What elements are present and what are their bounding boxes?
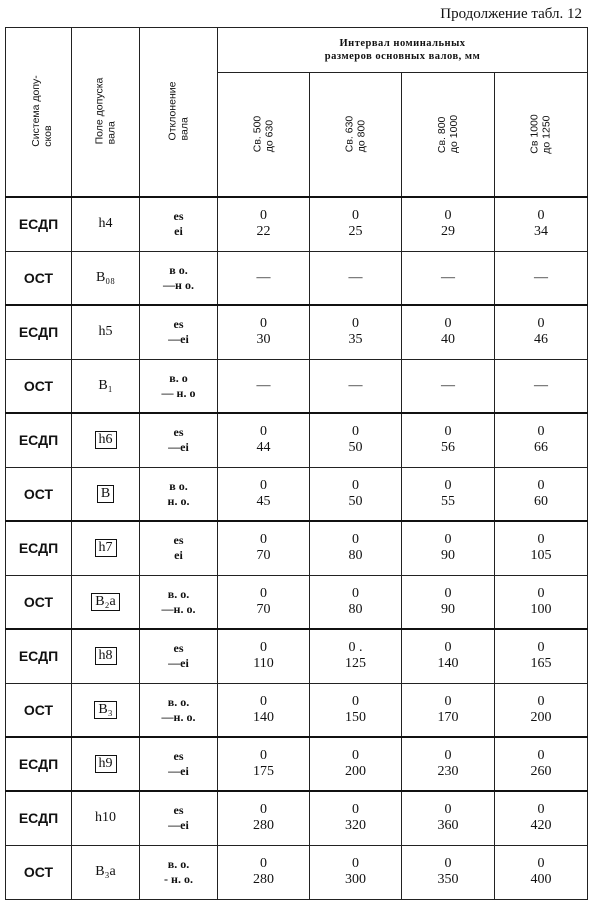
cell-system: ЕСДП (6, 305, 72, 359)
table-row (6, 197, 588, 251)
cell-value (310, 737, 402, 791)
cell-value-upper: — (534, 377, 549, 393)
cell-value-upper: 0 (352, 477, 359, 493)
cell-value (495, 737, 588, 791)
cell-system: ОСТ (6, 683, 72, 737)
cell-value-upper: 0 (537, 856, 545, 871)
cell-value-upper: 0 (444, 585, 452, 601)
header-range-3-label: Св. 800 до 1000 (436, 114, 460, 153)
cell-value-upper: 0 (444, 856, 452, 871)
header-range-2-label: Св. 630 до 800 (343, 115, 368, 152)
cell-field: h5 (72, 305, 140, 359)
cell-value (495, 521, 588, 575)
cell-value-lower: 320 (345, 818, 366, 834)
cell-value-lower: 260 (530, 764, 552, 779)
header-range-1-label: Св. 500 до 630 (251, 115, 276, 152)
cell-deviation-lower: — н. о (161, 385, 196, 400)
cell-field-label: B₃ (94, 701, 116, 719)
cell-deviation-upper: es (173, 641, 184, 656)
cell-value (218, 575, 310, 629)
cell-value-lower: 110 (253, 656, 274, 672)
cell-value-upper: 0 (537, 532, 545, 548)
cell-value-upper: 0 (537, 748, 545, 763)
cell-value (402, 791, 495, 845)
cell-value-upper: 0 (260, 316, 267, 332)
cell-value-upper: 0 (537, 693, 545, 709)
cell-deviation-lower: ei (174, 224, 183, 239)
cell-value (310, 521, 402, 575)
cell-deviation (140, 197, 218, 251)
header-system-label: Система допу- сков (29, 75, 54, 147)
cell-value-upper: 0 (444, 532, 452, 548)
cell-value (402, 467, 495, 521)
cell-value (402, 629, 495, 683)
cell-value-lower: 175 (253, 764, 274, 779)
cell-value-lower: 25 (348, 224, 363, 240)
cell-deviation (140, 737, 218, 791)
cell-field: B₁ (72, 359, 140, 413)
cell-field-label: B (97, 485, 114, 503)
cell-value-upper: 0 (260, 856, 267, 871)
cell-deviation-lower: - н. о. (164, 872, 193, 886)
table-row (6, 845, 588, 899)
cell-value-upper: 0 (352, 748, 359, 763)
header-range-1 (218, 73, 310, 197)
cell-deviation (140, 629, 218, 683)
cell-value-lower: 55 (441, 493, 455, 509)
cell-value-lower: 35 (348, 332, 363, 348)
cell-value-lower: 170 (437, 709, 459, 725)
cell-deviation (140, 359, 218, 413)
cell-value-upper: 0 (444, 693, 452, 709)
cell-value (310, 629, 402, 683)
cell-value-upper: 0 (260, 424, 267, 440)
cell-value-upper: 0 (537, 802, 545, 818)
cell-deviation (140, 467, 218, 521)
cell-value-lower: 125 (345, 656, 366, 672)
cell-value-upper: 0 (352, 208, 359, 224)
table-row (6, 359, 588, 413)
cell-field-label: h8 (95, 647, 117, 665)
cell-value-upper: 0 (260, 640, 267, 656)
cell-value (495, 305, 588, 359)
table-row (6, 467, 588, 521)
cell-value-lower: 165 (530, 656, 552, 672)
cell-value-upper: 0 (537, 208, 545, 224)
cell-value-lower: 46 (534, 332, 549, 348)
table-row (6, 683, 588, 737)
cell-value (218, 467, 310, 521)
cell-value (218, 413, 310, 467)
cell-value (218, 737, 310, 791)
table-row (6, 413, 588, 467)
cell-value-upper: 0 (260, 693, 267, 709)
cell-system: ОСТ (6, 845, 72, 899)
cell-value-lower: 400 (530, 872, 552, 887)
cell-value (218, 791, 310, 845)
cell-field (72, 467, 140, 521)
cell-value-upper: — (256, 269, 271, 285)
cell-value (402, 845, 495, 899)
cell-value-upper: 0 (352, 802, 359, 818)
cell-value-lower: 66 (534, 440, 549, 456)
cell-value-lower: 300 (345, 872, 366, 887)
cell-value-upper: 0 (260, 208, 267, 224)
cell-value-lower: 70 (256, 548, 271, 564)
cell-value (310, 683, 402, 737)
cell-deviation (140, 575, 218, 629)
cell-system: ЕСДП (6, 521, 72, 575)
header-range-2 (310, 73, 402, 197)
cell-system: ОСТ (6, 251, 72, 305)
header-range-4-label: Св 1000 до 1250 (529, 113, 554, 154)
cell-deviation-upper: es (173, 425, 184, 440)
cell-deviation-lower: ei (174, 548, 183, 563)
cell-value (402, 521, 495, 575)
cell-value (218, 683, 310, 737)
cell-value-lower: 80 (348, 548, 363, 564)
cell-field: h4 (72, 197, 140, 251)
cell-deviation-upper: в о. (169, 478, 188, 493)
cell-value (218, 521, 310, 575)
cell-field-label: h7 (95, 539, 117, 557)
cell-value-upper: — (256, 377, 271, 393)
cell-value-lower: 280 (253, 818, 274, 834)
cell-value-lower: 90 (441, 601, 455, 617)
cell-value (402, 305, 495, 359)
cell-deviation (140, 251, 218, 305)
cell-value (310, 413, 402, 467)
cell-value-lower: 56 (441, 440, 455, 456)
cell-value (495, 413, 588, 467)
cell-deviation (140, 521, 218, 575)
cell-deviation-lower: —н о. (163, 277, 194, 292)
cell-deviation-upper: es (173, 749, 184, 763)
cell-deviation (140, 683, 218, 737)
cell-value-upper: 0 (444, 640, 452, 656)
table-row (6, 629, 588, 683)
cell-field: B₀₈ (72, 251, 140, 305)
cell-value-lower: 29 (441, 224, 455, 240)
cell-value (495, 197, 588, 251)
cell-system: ЕСДП (6, 413, 72, 467)
header-deviation-label: Отклонение вала (166, 81, 191, 141)
cell-value-lower: 44 (256, 440, 271, 456)
table-row (6, 305, 588, 359)
cell-value-upper: — (348, 377, 363, 393)
cell-field (72, 413, 140, 467)
table-row (6, 251, 588, 305)
cell-value (218, 251, 310, 305)
header-range-group (218, 28, 588, 73)
cell-value-upper: 0 (537, 316, 545, 332)
cell-value-upper: 0 (260, 748, 267, 763)
cell-value (218, 359, 310, 413)
cell-value (310, 845, 402, 899)
cell-deviation (140, 845, 218, 899)
cell-value (402, 575, 495, 629)
cell-value-upper: 0 (444, 316, 452, 332)
cell-value-upper: 0 (537, 640, 545, 656)
table-row (6, 521, 588, 575)
cell-value-lower: 34 (534, 224, 549, 240)
cell-value (402, 251, 495, 305)
cell-value (218, 305, 310, 359)
cell-value-upper: 0 (537, 477, 545, 493)
cell-system: ЕСДП (6, 197, 72, 251)
cell-deviation-lower: —ei (168, 656, 189, 671)
cell-deviation-upper: в. о (169, 370, 188, 385)
cell-system: ЕСДП (6, 737, 72, 791)
cell-value (495, 845, 588, 899)
header-range-3 (402, 73, 495, 197)
cell-value-lower: 105 (530, 548, 552, 564)
cell-value-lower: 280 (253, 872, 274, 887)
cell-value (495, 359, 588, 413)
cell-deviation-upper: в. о. (167, 694, 190, 709)
cell-deviation-upper: в о. (169, 262, 188, 277)
cell-value-upper: 0 (352, 532, 359, 548)
cell-field (72, 683, 140, 737)
cell-value (310, 359, 402, 413)
cell-value-upper: — (534, 269, 549, 285)
cell-value-lower: 350 (437, 872, 459, 887)
cell-value-lower: 22 (256, 224, 271, 240)
table-caption: Продолжение табл. 12 (440, 6, 582, 22)
cell-value (310, 791, 402, 845)
cell-value-upper: — (348, 269, 363, 285)
cell-value (310, 305, 402, 359)
cell-value-upper: 0 (352, 856, 359, 871)
cell-value (218, 629, 310, 683)
cell-value (218, 197, 310, 251)
cell-value-lower: 140 (253, 709, 274, 725)
cell-deviation-lower: н. о. (167, 493, 190, 508)
cell-system: ОСТ (6, 359, 72, 413)
cell-deviation-lower: —н. о. (161, 601, 196, 616)
cell-value-lower: 230 (437, 764, 459, 779)
cell-value-upper: 0 (260, 802, 267, 818)
tolerance-table (5, 27, 588, 900)
cell-value-lower: 60 (534, 493, 549, 509)
header-deviation (140, 28, 218, 198)
cell-value-upper: 0 (352, 693, 359, 709)
cell-system: ОСТ (6, 467, 72, 521)
cell-field (72, 629, 140, 683)
cell-value (402, 737, 495, 791)
cell-deviation-upper: в. о. (167, 586, 190, 601)
cell-deviation (140, 791, 218, 845)
cell-value-upper: 0 (444, 208, 452, 224)
cell-value (495, 791, 588, 845)
cell-value-upper: 0 (444, 748, 452, 763)
header-range-group-label: Интервал номинальных размеров основных валов, мм (324, 38, 481, 63)
cell-deviation-upper: es (173, 317, 184, 332)
cell-field: B₃а (72, 845, 140, 899)
cell-value (402, 413, 495, 467)
cell-deviation-lower: —ei (168, 440, 189, 455)
cell-deviation-lower: —ei (168, 818, 189, 833)
cell-value-upper: 0 (352, 585, 359, 601)
cell-system: ЕСДП (6, 791, 72, 845)
header-field-label: Поле допуска вала (93, 77, 118, 145)
cell-value-lower: 45 (256, 493, 271, 509)
cell-deviation (140, 413, 218, 467)
cell-value-upper: 0 (352, 424, 359, 440)
cell-value (310, 197, 402, 251)
cell-value (218, 845, 310, 899)
cell-field (72, 737, 140, 791)
table-row (6, 791, 588, 845)
cell-value-upper: — (441, 377, 455, 393)
cell-value-upper: 0 (444, 802, 452, 818)
table-header (6, 28, 588, 198)
header-field (72, 28, 140, 198)
cell-value-lower: 50 (348, 440, 363, 456)
cell-value (310, 467, 402, 521)
cell-value-upper: — (441, 269, 455, 285)
table-row (6, 737, 588, 791)
cell-value-lower: 140 (437, 656, 459, 672)
cell-value (402, 683, 495, 737)
header-range-4 (495, 73, 588, 197)
cell-deviation-upper: es (173, 209, 184, 224)
cell-value-lower: 40 (441, 332, 455, 348)
cell-value (402, 197, 495, 251)
cell-value-upper: 0 (537, 585, 545, 601)
cell-value-upper: 0 (260, 532, 267, 548)
cell-system: ЕСДП (6, 629, 72, 683)
cell-value-lower: 50 (348, 493, 363, 509)
cell-deviation (140, 305, 218, 359)
cell-value-lower: 90 (441, 548, 455, 564)
cell-value-lower: 420 (530, 818, 552, 834)
cell-field (72, 575, 140, 629)
cell-value-upper: 0 (352, 316, 359, 332)
cell-deviation-upper: es (173, 803, 184, 818)
table-row (6, 575, 588, 629)
cell-value-lower: 80 (348, 601, 363, 617)
cell-value-lower: 200 (530, 709, 552, 725)
table-body (6, 197, 588, 899)
cell-value (402, 359, 495, 413)
cell-deviation-lower: —ei (168, 332, 189, 347)
cell-field-label: h9 (95, 755, 117, 773)
cell-value-lower: 150 (345, 709, 366, 725)
cell-value-upper: 0 (537, 424, 545, 440)
cell-deviation-upper: es (173, 533, 184, 548)
cell-deviation-upper: в. о. (167, 857, 190, 871)
cell-value (495, 683, 588, 737)
cell-value-lower: 200 (345, 764, 366, 779)
cell-value-upper: 0 (444, 477, 452, 493)
cell-value-lower: 30 (256, 332, 271, 348)
cell-value-lower: 70 (256, 601, 271, 617)
cell-value (495, 629, 588, 683)
cell-field: h10 (72, 791, 140, 845)
cell-field (72, 521, 140, 575)
cell-value (495, 467, 588, 521)
cell-value-lower: 100 (530, 601, 552, 617)
cell-system: ОСТ (6, 575, 72, 629)
cell-value (310, 251, 402, 305)
cell-value (495, 251, 588, 305)
cell-value-lower: 360 (437, 818, 459, 834)
cell-deviation-lower: —н. о. (161, 709, 196, 724)
cell-deviation-lower: —ei (168, 764, 189, 778)
cell-field-label: B₂а (91, 593, 119, 611)
cell-value-upper: 0 (260, 477, 267, 493)
cell-value-upper: 0 (444, 424, 452, 440)
header-system (6, 28, 72, 198)
cell-value-upper: 0 . (348, 640, 363, 656)
cell-value (495, 575, 588, 629)
cell-field-label: h6 (95, 431, 117, 449)
cell-value (310, 575, 402, 629)
cell-value-upper: 0 (260, 585, 267, 601)
